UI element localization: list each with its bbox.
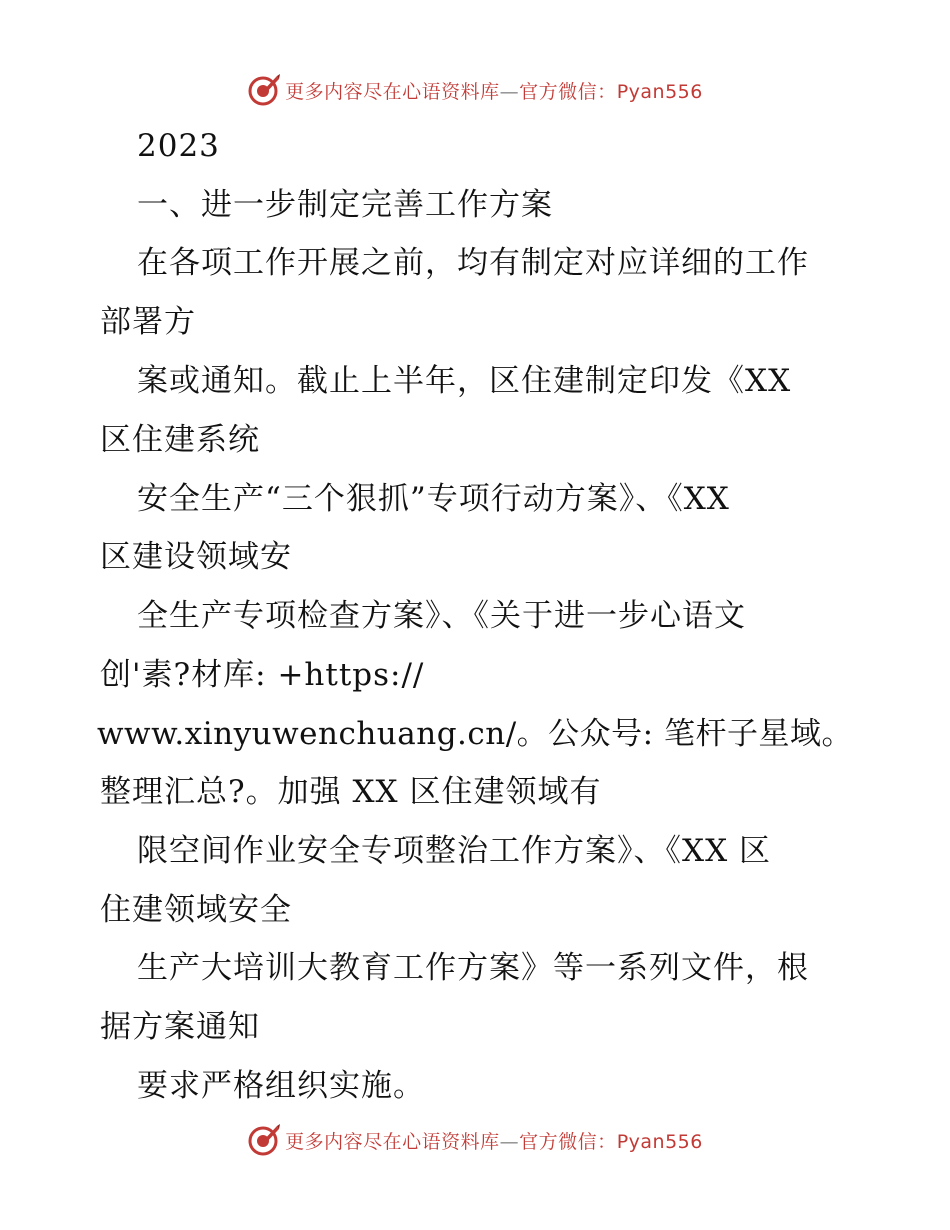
doc-line: 住建领域安全 [100,892,292,928]
watermark-dash: — [499,1130,520,1153]
doc-line: 安全生产“三个狠抓”专项行动方案》、《XX [137,481,730,517]
quill-logo-icon [247,1123,281,1157]
doc-line: 区建设领域安 [100,539,292,575]
doc-line: 创'素?材库: +https:// [100,657,425,693]
doc-line: 整理汇总?。加强 XX 区住建领域有 [100,774,602,810]
doc-line: 区住建系统 [100,422,260,458]
watermark-id: Pyan556 [616,80,703,103]
doc-line: 要求严格组织实施。 [137,1068,425,1104]
doc-line: 据方案通知 [100,1009,260,1045]
doc-line: 全生产专项检查方案》、《关于进一步心语文 [137,598,746,634]
doc-line: 生产大培训大教育工作方案》等一系列文件，根 [137,950,809,986]
doc-line: 在各项工作开展之前，均有制定对应详细的工作 [137,245,809,281]
watermark-official: 官方微信： [519,80,617,103]
doc-line: 限空间作业安全专项整治工作方案》、《XX 区 [137,833,771,869]
watermark-text [285,1127,703,1154]
doc-line-url: www.xinyuwenchuang.cn/。公众号: 笔杆子星域。 [97,716,853,752]
watermark-main: 更多内容尽在心语资料库 [285,1130,500,1153]
doc-heading: 一、进一步制定完善工作方案 [137,187,553,223]
watermark-main: 更多内容尽在心语资料库 [285,80,500,103]
watermark-official: 官方微信： [519,1130,617,1153]
doc-line: 部署方 [100,304,196,340]
doc-line-year: 2023 [137,128,220,164]
watermark-dash: — [499,80,520,103]
watermark-id: Pyan556 [616,1130,703,1153]
footer-watermark [0,1120,950,1160]
doc-line: 案或通知。截止上半年，区住建制定印发《XX [137,363,792,399]
